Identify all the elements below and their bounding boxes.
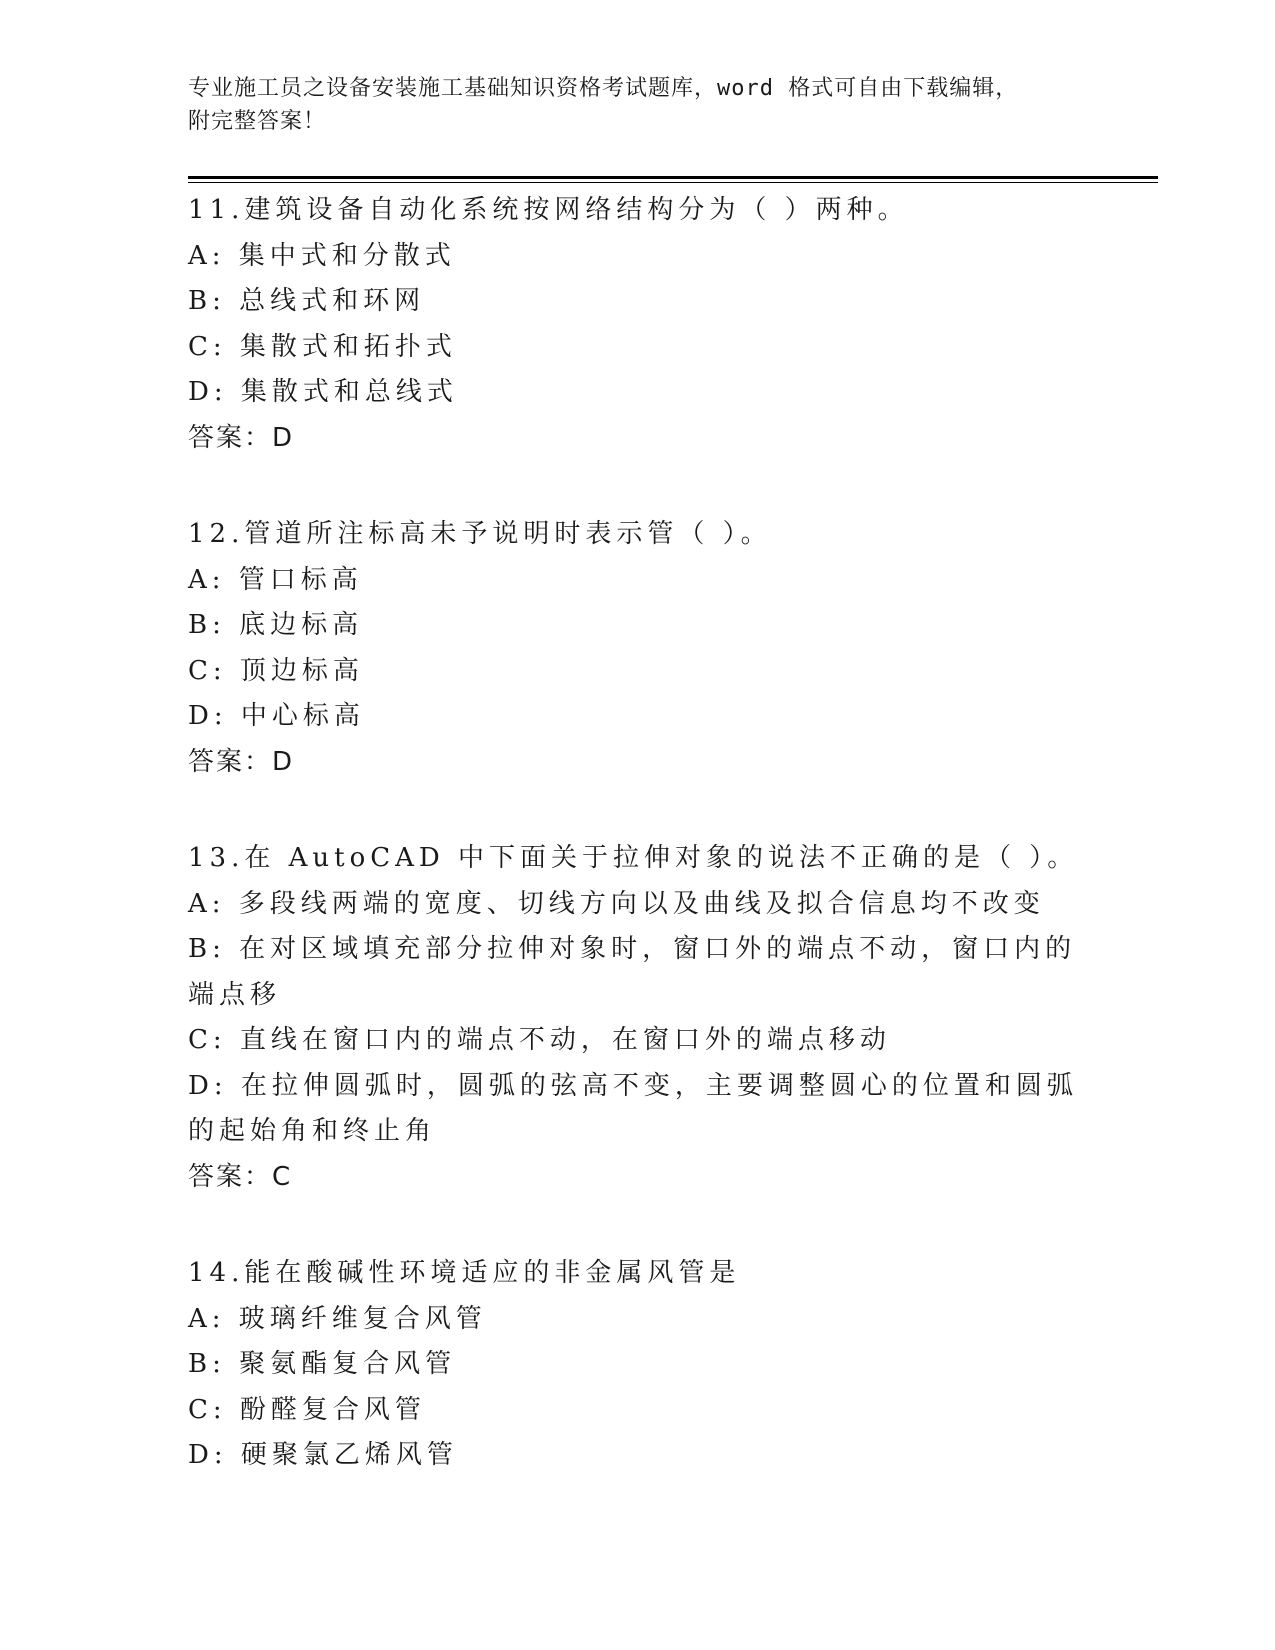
option-b: B: 在对区域填充部分拉伸对象时，窗口外的端点不动，窗口内的端点移 xyxy=(188,934,1077,1010)
question-list xyxy=(188,188,1088,1530)
question-stem: 13.在 AutoCAD 中下面关于拉伸对象的说法不正确的是（ ）。 xyxy=(188,843,1079,873)
header-divider-thin xyxy=(188,182,1158,183)
option-d: D: 硬聚氯乙烯风管 xyxy=(188,1440,458,1470)
option-b: B: 聚氨酯复合风管 xyxy=(188,1349,457,1379)
header-line-2: 附完整答案！ xyxy=(188,109,327,134)
answer-label: 答案：C xyxy=(188,1161,293,1192)
question-stem: 12.管道所注标高未予说明时表示管（ ）。 xyxy=(188,519,772,549)
question-14 xyxy=(188,1251,1088,1479)
header-divider-thick xyxy=(188,176,1158,179)
option-c: C: 直线在窗口内的端点不动，在窗口外的端点移动 xyxy=(188,1025,891,1055)
option-d: D: 中心标高 xyxy=(188,701,365,731)
option-d: D: 在拉伸圆弧时，圆弧的弦高不变，主要调整圆心的位置和圆弧的起始角和终止角 xyxy=(188,1070,1078,1146)
document-header xyxy=(188,72,1088,138)
option-a: A: 管口标高 xyxy=(188,564,363,595)
question-stem: 14.能在酸碱性环境适应的非金属风管是 xyxy=(188,1258,741,1288)
option-d: D: 集散式和总线式 xyxy=(188,377,458,407)
option-a: A: 玻璃纤维复合风管 xyxy=(188,1303,487,1334)
answer-label: 答案：D xyxy=(188,746,295,777)
header-line-1: 专业施工员之设备安装施工基础知识资格考试题库，word 格式可自由下载编辑， xyxy=(188,76,1019,101)
question-13 xyxy=(188,836,1088,1200)
option-b: B: 总线式和环网 xyxy=(188,286,426,316)
question-12 xyxy=(188,512,1088,785)
question-11 xyxy=(188,188,1088,461)
option-a: A: 集中式和分散式 xyxy=(188,240,456,271)
option-a: A: 多段线两端的宽度、切线方向以及曲线及拟合信息均不改变 xyxy=(188,888,1045,919)
question-stem: 11.建筑设备自动化系统按网络结构分为（ ）两种。 xyxy=(188,195,909,225)
answer-label: 答案：D xyxy=(188,422,295,453)
option-b: B: 底边标高 xyxy=(188,610,364,640)
option-c: C: 酚醛复合风管 xyxy=(188,1394,426,1425)
option-c: C: 集散式和拓扑式 xyxy=(188,331,457,362)
option-c: C: 顶边标高 xyxy=(188,655,364,686)
